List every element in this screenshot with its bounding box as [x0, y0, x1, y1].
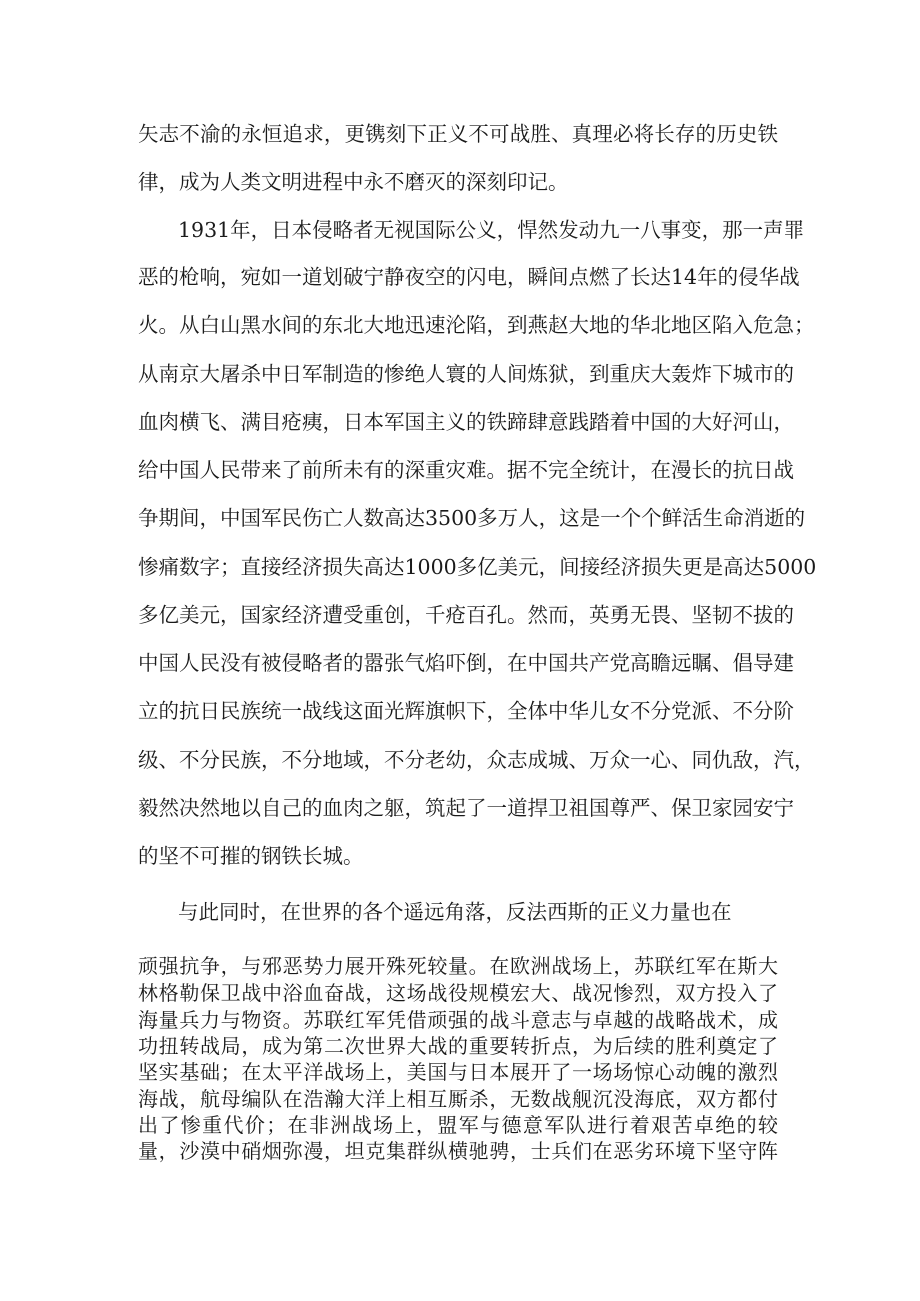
paragraph-3-line-1: 与此同时，在世界的各个遥远角落，反法西斯的正义力量也在: [178, 900, 732, 924]
paragraph-2-line-3: 火。从白山黑水间的东北大地迅速沦陷，到燕赵大地的华北地区陷入危急；: [138, 313, 815, 337]
paragraph-2-line-5: 血肉横飞、满目疮痍，日本军国主义的铁蹄肆意践踏着中国的大好河山，: [138, 410, 794, 434]
paragraph-4-line-6: 海战，航母编队在浩瀚大洋上相互厮杀，无数战舰沉没海底，双方都付: [138, 1087, 778, 1111]
paragraph-4-line-4: 功扭转战局，成为第二次世界大战的重要转折点，为后续的胜利奠定了: [138, 1034, 778, 1058]
paragraph-2-line-9: 多亿美元，国家经济遭受重创，千疮百孔。然而，英勇无畏、坚韧不拔的: [138, 603, 794, 627]
paragraph-2-line-10: 中国人民没有被侵略者的嚣张气焰吓倒，在中国共产党高瞻远瞩、倡导建: [138, 651, 794, 675]
paragraph-2-line-13: 毅然决然地以自己的血肉之躯，筑起了一道捍卫祖国尊严、保卫家园安宁: [138, 796, 794, 820]
paragraph-2-line-6: 给中国人民带来了前所未有的深重灾难。据不完全统计，在漫长的抗日战: [138, 458, 794, 482]
paragraph-4-line-5: 坚实基础；在太平洋战场上，美国与日本展开了一场场惊心动魄的激烈: [138, 1060, 778, 1084]
paragraph-2-line-4: 从南京大屠杀中日军制造的惨绝人寰的人间炼狱，到重庆大轰炸下城市的: [138, 362, 794, 386]
paragraph-4-line-8: 量，沙漠中硝烟弥漫，坦克集群纵横驰骋，士兵们在恶劣环境下坚守阵: [138, 1139, 778, 1163]
paragraph-2-line-1: 1931年，日本侵略者无视国际公义，悍然发动九一八事变，那一声罪: [178, 218, 805, 242]
paragraph-2-line-8: 惨痛数字；直接经济损失高达1000多亿美元，间接经济损失更是高达5000: [138, 555, 817, 579]
paragraph-2-line-14: 的坚不可摧的钢铁长城。: [138, 844, 364, 868]
paragraph-2-line-7: 争期间，中国军民伤亡人数高达3500多万人，这是一个个鲜活生命消逝的: [138, 506, 806, 530]
paragraph-1-line-2: 律，成为人类文明进程中永不磨灭的深刻印记。: [138, 170, 569, 194]
paragraph-1-line-1: 矢志不渝的永恒追求，更镌刻下正义不可战胜、真理必将长存的历史铁: [138, 122, 778, 146]
paragraph-4-line-2: 林格勒保卫战中浴血奋战，这场战役规模宏大、战况惨烈，双方投入了: [138, 981, 778, 1005]
paragraph-2-line-12: 级、不分民族，不分地域，不分老幼，众志成城、万众一心、同仇敌，汽，: [138, 748, 815, 772]
paragraph-2-line-11: 立的抗日民族统一战线这面光辉旗帜下，全体中华儿女不分党派、不分阶: [138, 699, 794, 723]
paragraph-4-line-3: 海量兵力与物资。苏联红军凭借顽强的战斗意志与卓越的战略战术，成: [138, 1008, 778, 1032]
paragraph-2-line-2: 恶的枪响，宛如一道划破宁静夜空的闪电，瞬间点燃了长达14年的侵华战: [138, 265, 800, 289]
paragraph-4-line-7: 出了惨重代价；在非洲战场上，盟军与德意军队进行着艰苦卓绝的较: [138, 1113, 778, 1137]
paragraph-4-line-1: 顽强抗争，与邪恶势力展开殊死较量。在欧洲战场上，苏联红军在斯大: [138, 954, 778, 978]
